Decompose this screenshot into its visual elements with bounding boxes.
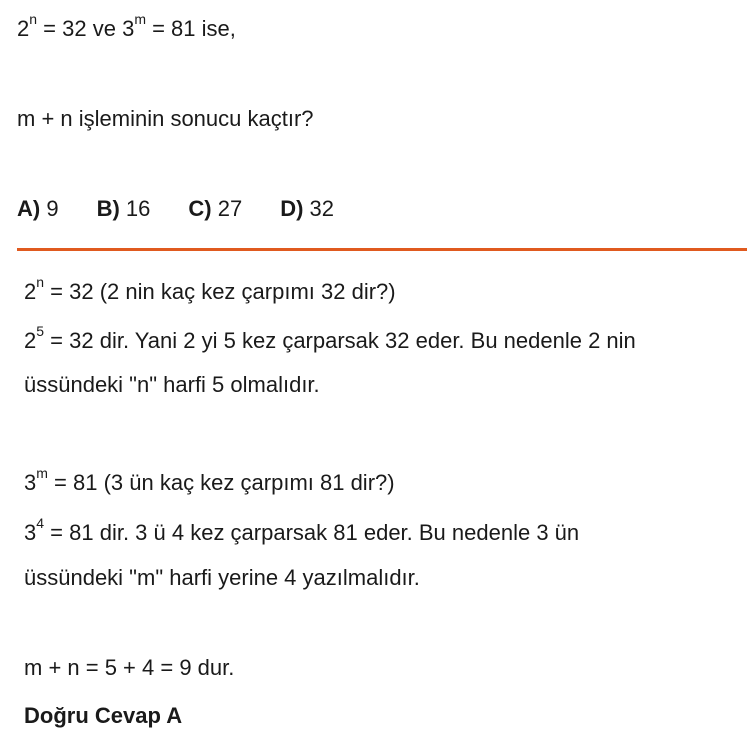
solution-line-7: m + n = 5 + 4 = 9 dur. xyxy=(24,655,235,680)
solution-line-2 xyxy=(24,323,636,354)
option-c[interactable] xyxy=(188,196,242,221)
question-line-1 xyxy=(17,11,236,42)
base: 3 xyxy=(24,470,37,495)
option-b[interactable] xyxy=(97,196,151,221)
base: 2 xyxy=(24,279,37,304)
exponent: m xyxy=(36,465,48,481)
base: 2 xyxy=(17,16,30,41)
section-divider xyxy=(17,248,747,251)
exponent: n xyxy=(36,274,45,290)
exponent: m xyxy=(134,11,146,27)
base: 3 xyxy=(24,520,37,545)
option-letter: C) xyxy=(188,196,212,221)
option-value: 9 xyxy=(40,196,59,221)
exponent: 5 xyxy=(36,323,45,339)
exponent: n xyxy=(29,11,38,27)
text: = 32 dir. Yani 2 yi 5 kez çarparsak 32 eder. Bu nedenle 2 nin xyxy=(44,328,636,353)
text: = 32 (2 nin kaç kez çarpımı 32 dir?) xyxy=(44,279,396,304)
correct-answer: Doğru Cevap A xyxy=(24,703,183,728)
text: = 81 ise, xyxy=(145,16,236,41)
solution-line-6: üssündeki "m" harfi yerine 4 yazılmalıdır. xyxy=(24,565,420,590)
solution-line-5 xyxy=(24,515,580,546)
option-value: 27 xyxy=(211,196,243,221)
base: 3 xyxy=(122,16,135,41)
text: = 32 ve xyxy=(37,16,123,41)
answer-options xyxy=(17,196,372,222)
text: = 81 dir. 3 ü 4 kez çarparsak 81 eder. Bu nedenle 3 ün xyxy=(44,520,580,545)
option-letter: D) xyxy=(280,196,304,221)
option-letter: A) xyxy=(17,196,41,221)
text: = 81 (3 ün kaç kez çarpımı 81 dir?) xyxy=(47,470,395,495)
solution-line-3: üssündeki "n" harfi 5 olmalıdır. xyxy=(24,372,320,397)
option-value: 16 xyxy=(119,196,151,221)
option-a[interactable] xyxy=(17,196,59,221)
solution-line-4 xyxy=(24,465,395,496)
question-line-2: m + n işleminin sonucu kaçtır? xyxy=(17,106,314,131)
base: 2 xyxy=(24,328,37,353)
solution-line-1 xyxy=(24,274,396,305)
option-d[interactable] xyxy=(280,196,334,221)
option-value: 32 xyxy=(303,196,335,221)
exponent: 4 xyxy=(36,515,45,531)
option-letter: B) xyxy=(96,196,120,221)
